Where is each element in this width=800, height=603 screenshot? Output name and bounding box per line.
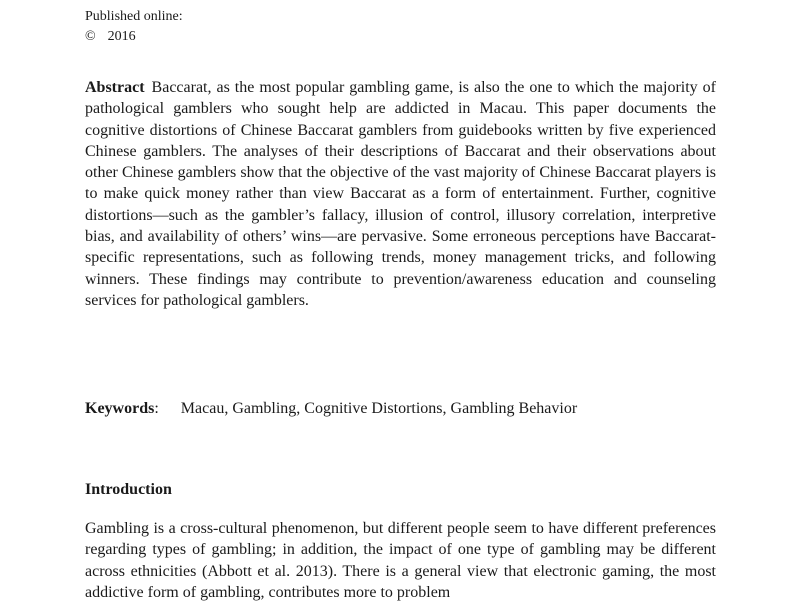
keywords-list: Macau, Gambling, Cognitive Distortions, Gambling Behavior bbox=[180, 400, 578, 417]
published-online-label: Published online: bbox=[85, 9, 183, 24]
abstract-text: Baccarat, as the most popular gambling game, is also the one to which the majority of pathological gamblers who sought help are addicted in Macau. This paper documents the cognitive distortions of Chinese Baccarat gamblers from guidebooks written by five experienced Chinese gamblers. The analyses of their descriptions of Baccarat and their observations about other Chinese gamblers show that the objective of the vast majority of Chinese Baccarat players is to make quick money rather than view Baccarat as a form of entertainment. Further, cognitive distortions—such as the gambler’s fallacy, illusion of control, illusory correlation, interpretive bias, and availability of others’ wins—are pervasive. Some erroneous perceptions have Baccarat-specific representations, such as following trends, money management tricks, and following winners. These findings may contribute to prevention/awareness education and counseling services for pathological gamblers. bbox=[85, 79, 716, 309]
keywords-colon: : bbox=[154, 400, 159, 417]
keywords-line bbox=[85, 398, 577, 419]
introduction-paragraph: Gambling is a cross-cultural phenomenon, but different people seem to have different preferences regarding types of gambling; in addition, the impact of one type of gambling may be different across ethnicities (Abbott et al. 2013). There is a general view that electronic gaming, the most addictive form of gambling, contributes more to problem bbox=[85, 520, 716, 601]
abstract-label: Abstract bbox=[85, 79, 145, 96]
abstract-paragraph bbox=[85, 77, 716, 311]
keywords-label: Keywords bbox=[85, 400, 155, 417]
introduction-heading: Introduction bbox=[85, 481, 172, 498]
copyright-symbol: © bbox=[85, 29, 96, 44]
copyright-year: 2016 bbox=[107, 29, 136, 44]
copyright-line bbox=[85, 28, 136, 46]
